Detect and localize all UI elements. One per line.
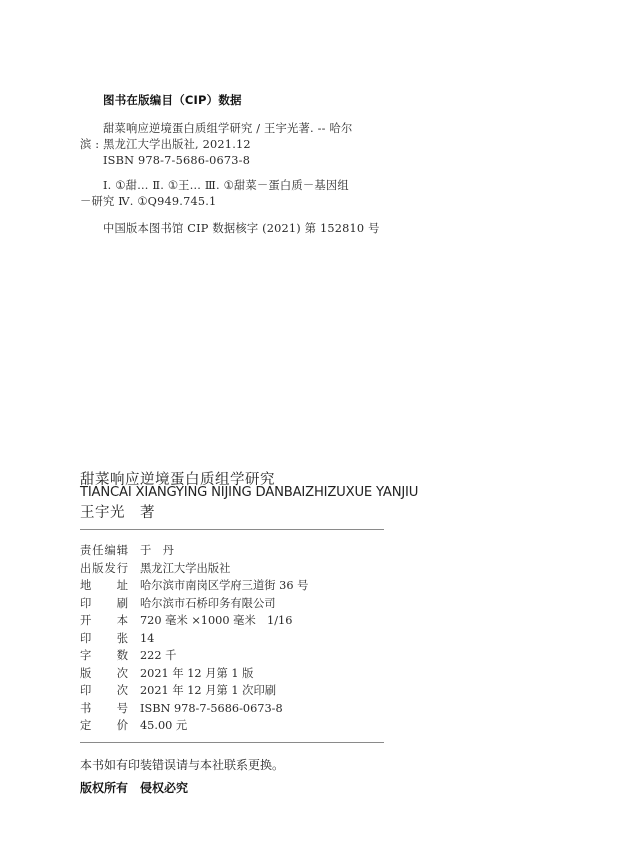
cip-entry-line-2: 滨 : 黑龙江大学出版社, 2021.12 (80, 138, 251, 151)
info-label: 印次 (80, 684, 128, 697)
info-value: 14 (140, 631, 155, 645)
info-row-address (80, 577, 308, 595)
cip-subject-line-2: －研究 Ⅳ. ①Q949.745.1 (80, 195, 217, 208)
info-value: 2021 年 12 月第 1 版 (140, 666, 254, 680)
cip-isbn-line: ISBN 978-7-5686-0673-8 (103, 154, 251, 167)
info-value: 于 丹 (140, 544, 174, 557)
info-value: ISBN 978-7-5686-0673-8 (140, 701, 283, 715)
info-value: 哈尔滨市石桥印务有限公司 (140, 596, 276, 610)
info-row-word-count (80, 647, 308, 665)
cip-entry-line-1: 甜菜响应逆境蛋白质组学研究 / 王宇光著. -- 哈尔 (103, 122, 353, 135)
cip-heading: 图书在版编目（CIP）数据 (103, 93, 242, 107)
info-label: 出版发行 (80, 561, 128, 575)
return-notice: 本书如有印装错误请与本社联系更换。 (80, 758, 285, 772)
info-row-format (80, 612, 308, 630)
info-label: 印刷 (80, 596, 128, 610)
cip-entry (80, 121, 385, 169)
info-label: 版次 (80, 666, 128, 680)
book-author: 王宇光 著 (80, 505, 155, 521)
info-label: 字数 (80, 649, 128, 662)
info-value: 黑龙江大学出版社 (140, 561, 231, 575)
info-row-printer (80, 595, 308, 613)
info-row-printing (80, 682, 308, 700)
info-label: 定价 (80, 719, 128, 732)
info-value: 222 千 (140, 649, 177, 662)
info-label: 地址 (80, 579, 128, 592)
cip-number (80, 221, 385, 237)
info-row-price (80, 717, 308, 735)
cip-subject (80, 178, 385, 210)
info-row-isbn (80, 700, 308, 718)
copyright-notice: 版权所有 侵权必究 (80, 781, 189, 795)
cip-number-line: 中国版本图书馆 CIP 数据核字 (2021) 第 152810 号 (103, 222, 380, 235)
info-label: 印张 (80, 631, 128, 645)
info-value: 2021 年 12 月第 1 次印刷 (140, 684, 277, 697)
divider-bottom (80, 742, 384, 743)
publication-info-table (80, 542, 308, 735)
info-row-editor (80, 542, 308, 560)
info-row-edition (80, 665, 308, 683)
info-label: 开本 (80, 614, 128, 627)
info-label: 书号 (80, 701, 128, 715)
book-title-pinyin: TIANCAI XIANGYING NIJING DANBAIZHIZUXUE YANJIU (80, 485, 419, 500)
info-value: 哈尔滨市南岗区学府三道街 36 号 (140, 579, 309, 592)
info-value: 720 毫米 ×1000 毫米 1/16 (140, 614, 293, 627)
info-row-sheets (80, 630, 308, 648)
book-title-chinese: 甜菜响应逆境蛋白质组学研究 (80, 472, 275, 488)
info-value: 45.00 元 (140, 719, 188, 732)
cip-subject-line-1: Ⅰ. ①甜… Ⅱ. ①王… Ⅲ. ①甜菜－蛋白质－基因组 (103, 179, 349, 192)
info-row-publisher (80, 560, 308, 578)
info-label: 责任编辑 (80, 544, 128, 557)
divider-top (80, 529, 384, 530)
